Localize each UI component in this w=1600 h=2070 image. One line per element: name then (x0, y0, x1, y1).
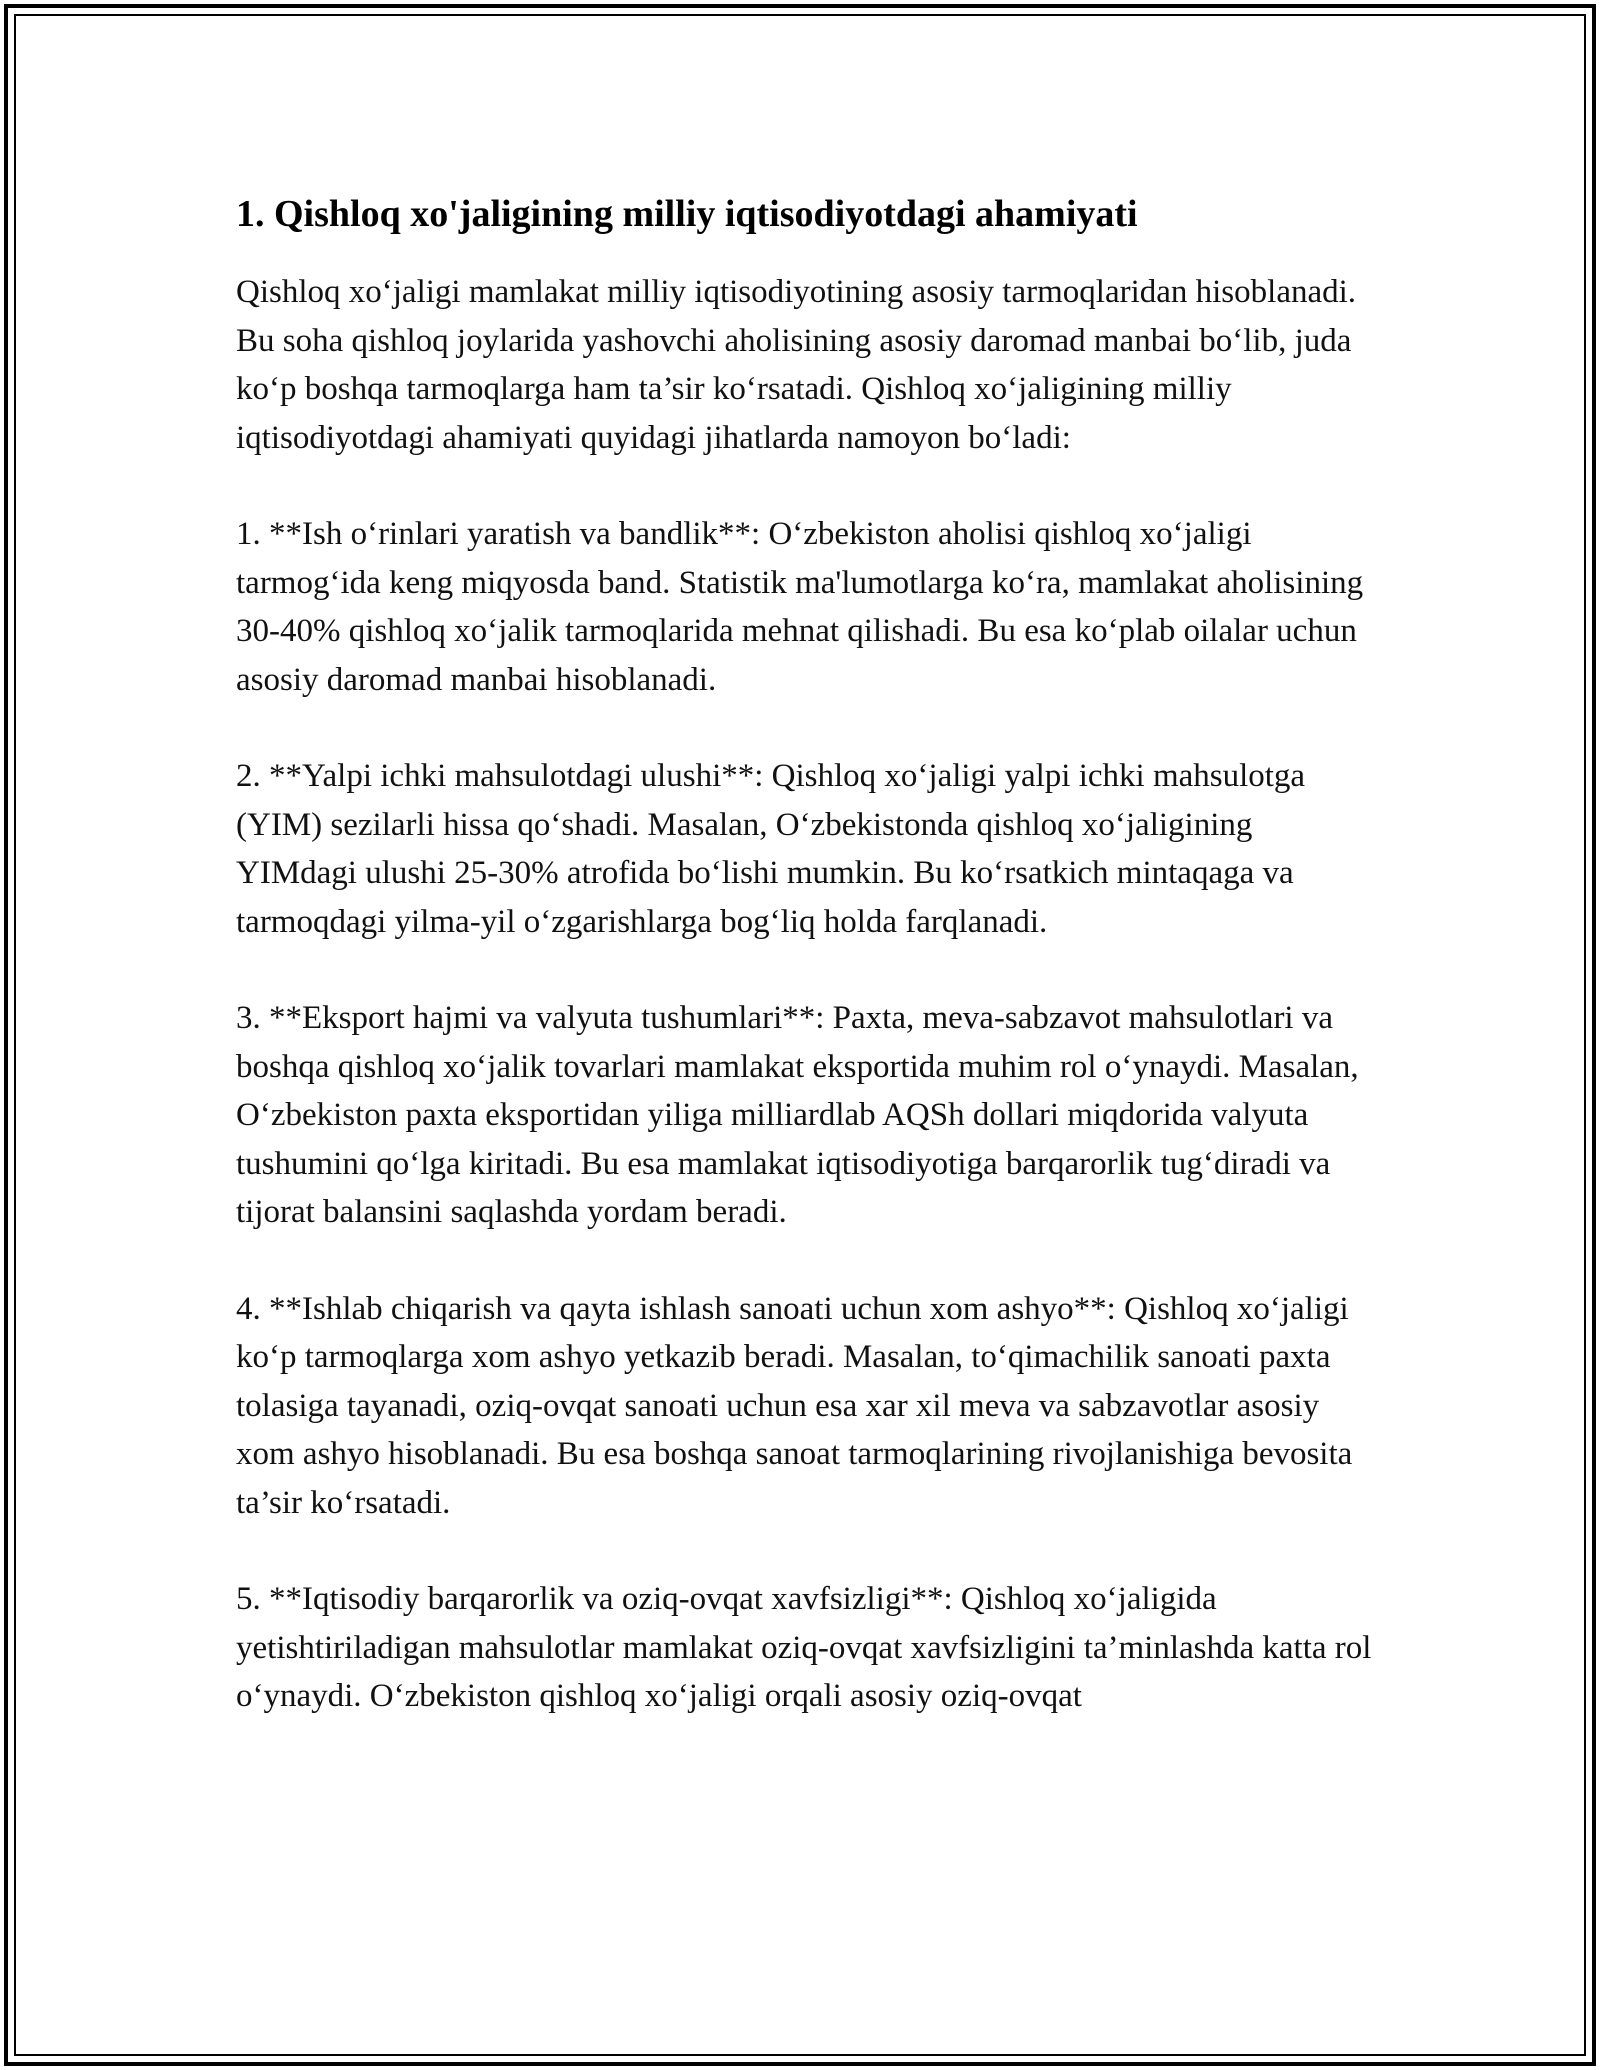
intro-paragraph: Qishloq xo‘jaligi mamlakat milliy iqtisodiyotining asosiy tarmoqlaridan hisoblanadi. Bu soha qishloq joylarida yashovchi aholisining asosiy daromad manbai bo‘lib, juda ko‘p boshqa tarmoqlarga ham ta’sir ko‘rsatadi. Qishloq xo‘jaligining milliy iqtisodiyotdagi ahamiyati quyidagi jihatlarda namoyon bo‘ladi: (236, 274, 1357, 456)
list-item-raw-materials: 4. **Ishlab chiqarish va qayta ishlash sanoati uchun xom ashyo**: Qishloq xo‘jaligi ko‘p tarmoqlarga xom ashyo yetkazib beradi. Masalan, to‘qimachilik sanoati paxta tolasiga tayanadi, oziq-ovqat sanoati uchun esa xar xil meva va sabzavotlar asosiy xom ashyo hisoblanadi. Bu esa boshqa sanoat tarmoqlarining rivojlanishiga bevosita ta’sir ko‘rsatadi. (236, 1290, 1353, 1521)
list-item-employment: 1. **Ish o‘rinlari yaratish va bandlik**: O‘zbekiston aholisi qishloq xo‘jaligi tarmog‘ida keng miqyosda band. Statistik ma'lumotlarga ko‘ra, mamlakat aholisining 30-40% qishloq xo‘jalik tarmoqlarida mehnat qilishadi. Bu esa ko‘plab oilalar uchun asosiy daromad manbai hisoblanadi. (236, 516, 1364, 698)
list-item-food-security: 5. **Iqtisodiy barqarorlik va oziq-ovqat xavfsizligi**: Qishloq xo‘jaligida yetishtiriladigan mahsulotlar mamlakat oziq-ovqat xavfsizligini ta’minlashda katta rol o‘ynaydi. O‘zbekiston qishloq xo‘jaligi orqali asosiy oziq-ovqat (236, 1581, 1372, 1714)
document-page (236, 188, 1376, 1769)
section-heading: 1. Qishloq xo'jaligining milliy iqtisodiyotdagi ahamiyati (236, 193, 1138, 235)
list-item-export: 3. **Eksport hajmi va valyuta tushumlari**: Paxta, meva-sabzavot mahsulotlari va boshqa qishloq xo‘jalik tovarlari mamlakat eksportida muhim rol o‘ynaydi. Masalan, O‘zbekiston paxta eksportidan yiliga milliardlab AQSh dollari miqdorida valyuta tushumini qo‘lga kiritadi. Bu esa mamlakat iqtisodiyotiga barqarorlik tug‘diradi va tijorat balansini saqlashda yordam beradi. (236, 1000, 1359, 1230)
list-item-gdp-share: 2. **Yalpi ichki mahsulotdagi ulushi**: Qishloq xo‘jaligi yalpi ichki mahsulotga (YIM) sezilarli hissa qo‘shadi. Masalan, O‘zbekistonda qishloq xo‘jaligining YIMdagi ulushi 25-30% atrofida bo‘lishi mumkin. Bu ko‘rsatkich mintaqaga va tarmoqdagi yilma-yil o‘zgarishlarga bog‘liq holda farqlanadi. (236, 758, 1306, 940)
